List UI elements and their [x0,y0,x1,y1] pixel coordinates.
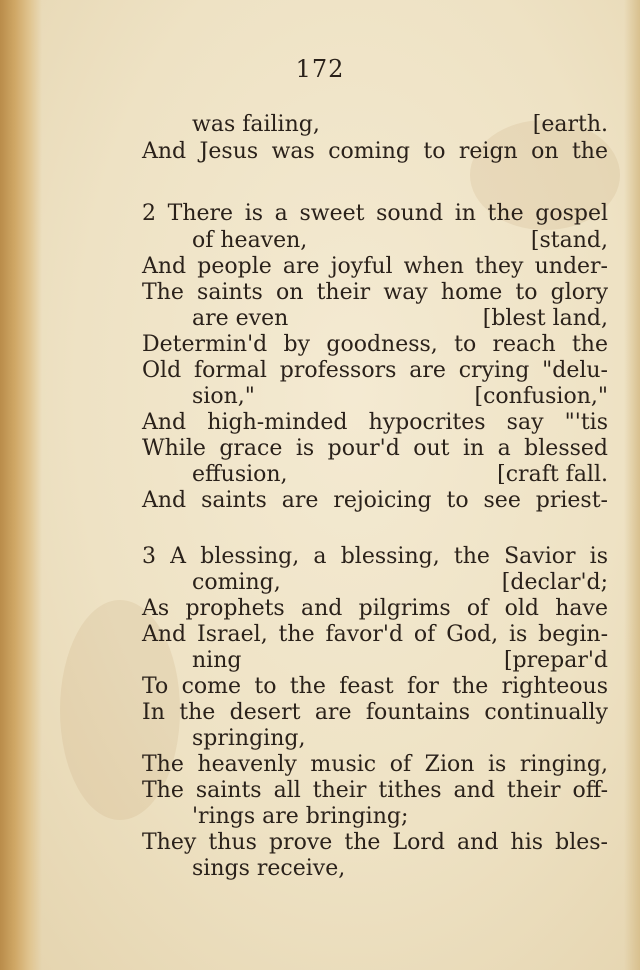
line-turnover: [declar'd; [501,570,608,595]
line-text: sion," [192,384,255,409]
line-text: sings receive, [192,856,346,881]
verse-line: And high-minded hypocrites say "'tis [142,410,608,435]
verse-line: And Israel, the favor'd of God, is begin- [142,622,608,647]
line-turnover: [stand, [530,228,608,253]
verse-line [192,570,608,596]
verse-line: While grace is pour'd out in a blessed [142,436,608,461]
verse-line [192,228,608,254]
line-turnover: [earth. [532,112,608,137]
line-turnover: [craft fall. [497,462,608,487]
line-turnover: [prepar'd [503,648,608,673]
verse-line: 3 A blessing, a blessing, the Savior is [142,544,608,569]
line-turnover: [confusion," [474,384,608,409]
page-number: 172 [295,55,345,83]
verse-line: And people are joyful when they under- [142,254,608,279]
verse-line: The saints on their way home to glory [142,280,608,305]
line-text: was failing, [192,112,320,137]
verse-line: The heavenly music of Zion is ringing, [142,752,608,777]
line-text: effusion, [192,462,288,487]
verse-line: 2 There is a sweet sound in the gospel [142,201,608,226]
verse-line [192,306,608,332]
verse-line: And saints are rejoicing to see priest- [142,488,608,513]
verse-line [192,384,608,410]
line-turnover: [blest land, [482,306,608,331]
verse-line [192,462,608,488]
verse-line: The saints all their tithes and their off- [142,778,608,803]
verse-line [192,112,608,138]
line-text: ning [192,648,242,673]
verse-line: And Jesus was coming to reign on the [142,139,608,164]
page-edge-right [624,0,640,970]
verse-line [192,804,608,830]
line-text: springing, [192,726,306,751]
verse-line [192,856,608,882]
line-text: coming, [192,570,281,595]
page-edge-left [0,0,42,970]
verse-line: As prophets and pilgrims of old have [142,596,608,621]
verse-line: To come to the feast for the righteous [142,674,608,699]
verse-line: They thus prove the Lord and his bles- [142,830,608,855]
verse-line: Determin'd by goodness, to reach the [142,332,608,357]
verse-line: Old formal professors are crying "delu- [142,358,608,383]
line-text: 'rings are bringing; [192,804,409,829]
verse-line [192,648,608,674]
verse-line: In the desert are fountains continually [142,700,608,725]
verse-line [192,726,608,752]
line-text: are even [192,306,289,331]
line-text: of heaven, [192,228,308,253]
